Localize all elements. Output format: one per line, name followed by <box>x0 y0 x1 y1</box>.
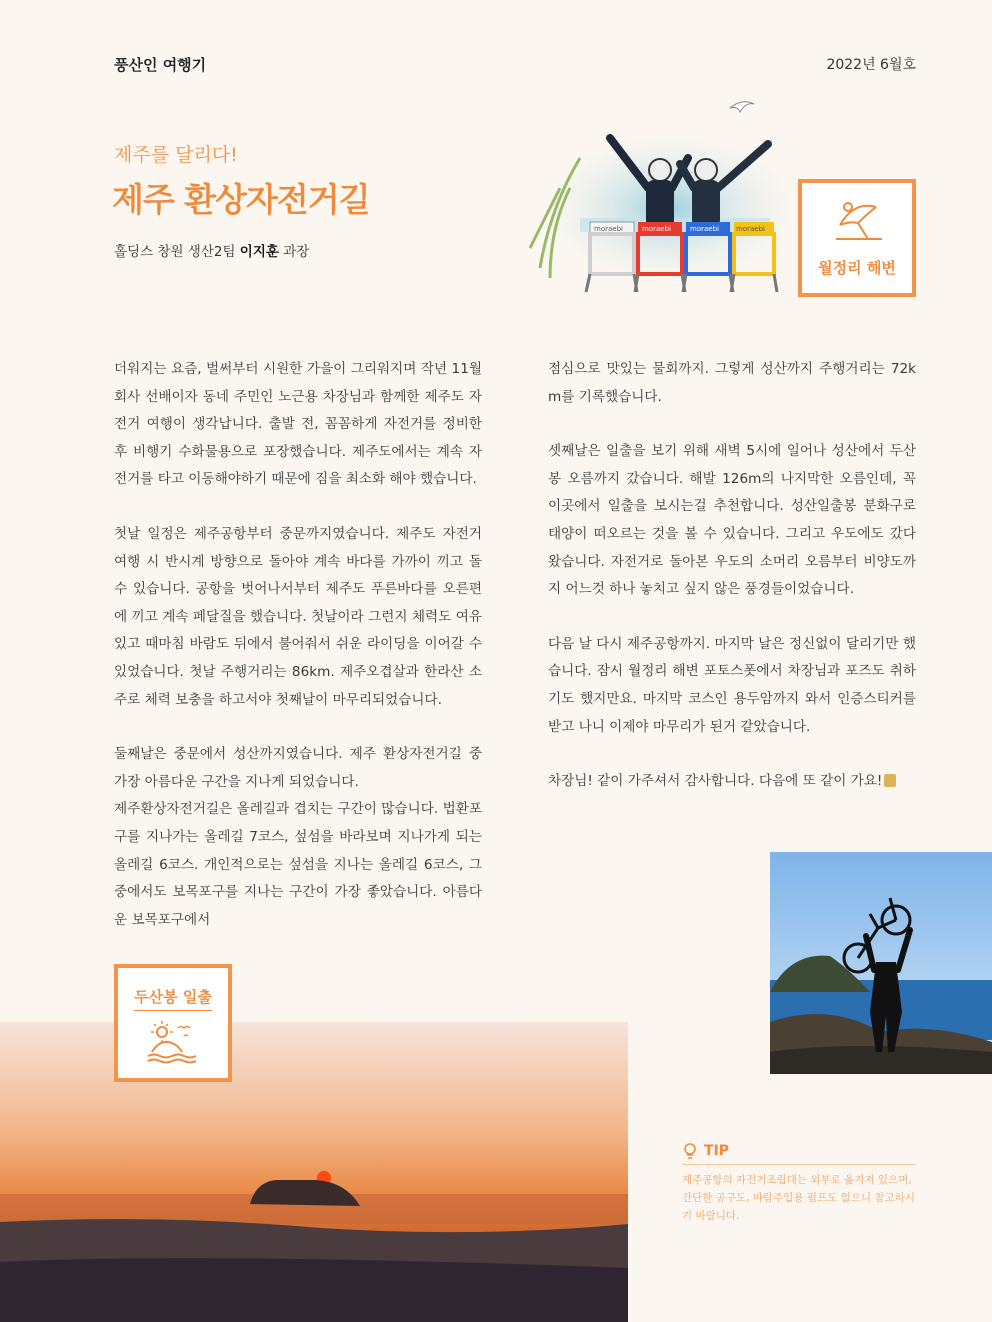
dusanbong-sunrise-badge <box>114 964 232 1082</box>
chair-label: moraebi <box>642 225 671 233</box>
sunrise-mountain-icon <box>146 1018 202 1064</box>
paragraph: 첫날 일정은 제주공항부터 중문까지였습니다. 제주도 자전거 여행 시 반시계 방향으로 돌아야 계속 바다를 가까이 끼고 돌 수 있습니다. 공항을 벗어나서부터 제주도 푸른바다를 오른편에 끼고 계속 페달질을 했습니다. 첫날이라 그런지 체력도 여유 있고 때마침 바람도 뒤에서 불어줘서 쉬운 라이딩을 이어갈 수 있었습니다. 첫날 주행거리는 86km. 제주오겹살과 한라산 소주로 체력 보충을 하고서야 첫째날이 마무리되었습니다. <box>114 525 482 708</box>
article-title: 제주 환상자전거길 <box>112 180 370 219</box>
issue-date: 2022년 6월호 <box>826 57 916 73</box>
lightbulb-icon <box>682 1142 698 1160</box>
author-byline <box>114 240 309 260</box>
tip-title: TIP <box>704 1143 730 1159</box>
byline-prefix: 홀딩스 창원 생산2팀 <box>114 244 240 260</box>
paragraph: 제주환상자전거길은 올레길과 겹치는 구간이 많습니다. 법환포구를 지나가는 올레길 7코스, 섶섬을 바라보며 지나가게 되는 올레길 6코스. 개인적으로는 섶섬을 지나는 올레길 6코스, 그중에서도 보목포구를 지나는 구간이 가장 좋았습니다. 아름다운 보목포구에서 <box>114 801 482 928</box>
cyclist-lifting-bike-photo <box>770 852 992 1074</box>
paragraph: 더워지는 요즘, 벌써부터 시원한 가을이 그리워지며 작년 11월 회사 선배이자 동네 주민인 노근용 차장님과 함께한 제주도 자전거 여행이 생각납니다. 출발 전, 꼼꼼하게 자전거를 정비한 후 비행기 수화물용으로 포장했습니다. 제주도에서는 계속 자전거를 타고 이동해야하기 때문에 짐을 최소화 해야 했습니다. <box>114 361 482 488</box>
paragraph: 점심으로 맛있는 물회까지. 그렇게 성산까지 주행거리는 72km를 기록했습니다. <box>548 361 916 405</box>
chair-label: moraebi <box>736 225 765 233</box>
paragraph: 셋째날은 일출을 보기 위해 새벽 5시에 일어나 성산에서 두산봉 오름까지 갔습니다. 해발 126m의 나지막한 오름인데, 꼭 이곳에서 일출을 보시는걸 추천합니다. 성산일출봉 분화구로 태양이 떠오르는 것을 볼 수 있습니다. 그리고 우도에도 갔다 왔습니다. 자전거로 돌아본 우도의 소머리 오름부터 비양도까지 어느것 하나 놓치고 싶지 않은 풍경들이었습니다. <box>548 443 916 598</box>
woljeong-label: 월정리 해변 <box>818 259 896 277</box>
dusan-label: 두산봉 일출 <box>134 988 212 1006</box>
article-column-left <box>114 356 482 961</box>
tip-header <box>682 1142 916 1165</box>
end-mark-icon <box>884 774 896 787</box>
paragraph: 다음 날 다시 제주공항까지. 마지막 날은 정신없이 달리기만 했습니다. 잠시 월정리 해변 포토스폿에서 차장님과 포즈도 취하기도 했지만요. 마지막 코스인 용두암까지 와서 인증스티커를 받고 나니 이제야 마무리가 된거 같았습니다. <box>548 635 916 735</box>
seagull-icon <box>730 102 754 112</box>
closing-line: 차장님! 같이 가주셔서 감사합니다. 다음에 또 같이 가요! <box>548 773 883 790</box>
paragraph: 둘째날은 중문에서 성산까지였습니다. 제주 환상자전거길 중 가장 아름다운 구간을 지나게 되었습니다. <box>114 746 482 790</box>
tip-box <box>682 1142 916 1225</box>
article-column-right <box>548 356 916 823</box>
beach-umbrella-icon <box>832 197 886 243</box>
tip-text: 제주공항의 자전거조립대는 외부로 옮겨져 있으며, 간단한 공구도, 바람주입용 펌프도 없으니 참고하시기 바랍니다. <box>682 1174 916 1222</box>
article-subtitle: 제주를 달리다! <box>114 144 238 166</box>
author-name: 이지훈 <box>239 244 279 260</box>
magazine-section: 풍산인 여행기 <box>114 56 207 74</box>
paragraph <box>548 768 916 796</box>
byline-suffix: 과장 <box>278 244 310 260</box>
divider <box>134 1010 212 1011</box>
dusanbong-sunrise-photo <box>0 1022 628 1322</box>
cyclists-illustration <box>520 78 790 300</box>
chair-label: moraebi <box>594 225 623 233</box>
woljeong-beach-badge <box>798 179 916 297</box>
chair-label: moraebi <box>690 225 719 233</box>
